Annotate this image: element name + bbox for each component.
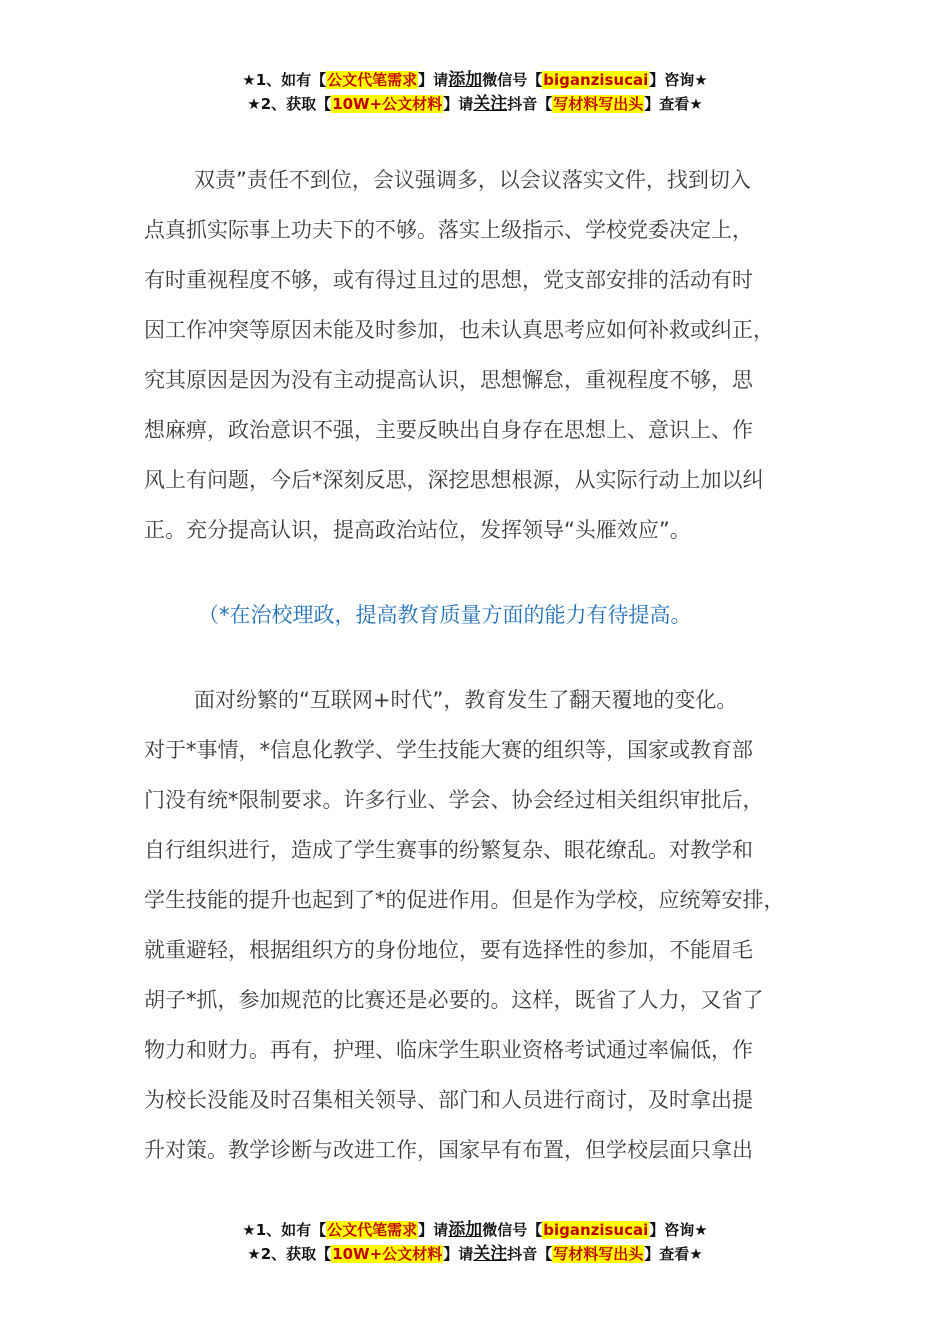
text-line: 为校长没能及时召集相关领导、部门和人员进行商讨，及时拿出提 bbox=[144, 1088, 753, 1112]
promo-text: 抖音【 bbox=[507, 1245, 553, 1263]
promo-prefix: ★1、如有【 bbox=[242, 71, 327, 89]
promo-text: 】请 bbox=[443, 1245, 474, 1263]
promo-underline: 关注 bbox=[473, 1244, 508, 1264]
text-line: 对于*事情，*信息化教学、学生技能大赛的组织等，国家或教育部 bbox=[144, 738, 753, 762]
text-line: 究其原因是因为没有主动提高认识，思想懈怠，重视程度不够，思 bbox=[144, 368, 753, 392]
promo-underline: 添加 bbox=[448, 1220, 483, 1240]
text-line: 有时重视程度不够，或有得过且过的思想，党支部安排的活动有时 bbox=[144, 268, 753, 292]
promo-header-top bbox=[0, 68, 950, 116]
text-line: 学生技能的提升也起到了*的促进作用。但是作为学校，应统筹安排， bbox=[144, 888, 785, 912]
text-line: 面对纷繁的“互联网+时代”，教育发生了翻天覆地的变化。 bbox=[194, 688, 738, 712]
promo-wechat-id: biganzisucai bbox=[543, 1221, 649, 1239]
promo-prefix: ★2、获取【 bbox=[247, 1245, 332, 1263]
promo-suffix: 】咨询★ bbox=[649, 71, 708, 89]
promo-text: 】请 bbox=[418, 1221, 449, 1239]
promo-line-2 bbox=[0, 92, 950, 116]
promo-wechat-id: biganzisucai bbox=[543, 71, 649, 89]
promo-suffix: 】咨询★ bbox=[649, 1221, 708, 1239]
text-line: 物力和财力。再有，护理、临床学生职业资格考试通过率偏低，作 bbox=[144, 1038, 753, 1062]
promo-line-1 bbox=[0, 1218, 950, 1242]
paragraph-1 bbox=[144, 155, 834, 555]
text-line: 点真抓实际事上功夫下的不够。落实上级指示、学校党委决定上， bbox=[144, 218, 753, 242]
promo-underline: 关注 bbox=[473, 94, 508, 114]
promo-douyin-name: 写材料写出头 bbox=[553, 95, 644, 113]
text-line: 正。充分提高认识，提高政治站位，发挥领导“头雁效应”。 bbox=[144, 518, 691, 542]
promo-text: 】请 bbox=[443, 95, 474, 113]
promo-prefix: ★1、如有【 bbox=[242, 1221, 327, 1239]
text-line: 升对策。教学诊断与改进工作，国家早有布置，但学校层面只拿出 bbox=[144, 1138, 753, 1162]
text-line: 胡子*抓，参加规范的比赛还是必要的。这样，既省了人力，又省了 bbox=[144, 988, 764, 1012]
promo-douyin-name: 写材料写出头 bbox=[553, 1245, 644, 1263]
promo-line-2 bbox=[0, 1242, 950, 1266]
promo-highlight: 公文代笔需求 bbox=[327, 71, 418, 89]
promo-text: 微信号【 bbox=[482, 71, 543, 89]
promo-prefix: ★2、获取【 bbox=[247, 95, 332, 113]
text-line: 就重避轻，根据组织方的身份地位，要有选择性的参加，不能眉毛 bbox=[144, 938, 753, 962]
text-line: 想麻痹，政治意识不强，主要反映出自身存在思想上、意识上、作 bbox=[144, 418, 753, 442]
text-line: 双责”责任不到位，会议强调多，以会议落实文件，找到切入 bbox=[194, 168, 751, 192]
section-subheading: （*在治校理政，提高教育质量方面的能力有待提高。 bbox=[198, 603, 692, 627]
promo-highlight: 10W+公文材料 bbox=[332, 1245, 443, 1263]
promo-text: 】请 bbox=[418, 71, 449, 89]
text-line: 门没有统*限制要求。许多行业、学会、协会经过相关组织审批后， bbox=[144, 788, 764, 812]
promo-underline: 添加 bbox=[448, 70, 483, 90]
promo-line-1 bbox=[0, 68, 950, 92]
promo-suffix: 】查看★ bbox=[644, 95, 703, 113]
promo-suffix: 】查看★ bbox=[644, 1245, 703, 1263]
text-line: 风上有问题，今后*深刻反思，深挖思想根源，从实际行动上加以纠 bbox=[144, 468, 764, 492]
promo-highlight: 公文代笔需求 bbox=[327, 1221, 418, 1239]
paragraph-2 bbox=[144, 675, 834, 1175]
promo-text: 抖音【 bbox=[507, 95, 553, 113]
promo-footer-bottom bbox=[0, 1218, 950, 1266]
promo-text: 微信号【 bbox=[482, 1221, 543, 1239]
promo-highlight: 10W+公文材料 bbox=[332, 95, 443, 113]
text-line: 自行组织进行，造成了学生赛事的纷繁复杂、眼花缭乱。对教学和 bbox=[144, 838, 753, 862]
text-line: 因工作冲突等原因未能及时参加，也未认真思考应如何补救或纠正， bbox=[144, 318, 774, 342]
